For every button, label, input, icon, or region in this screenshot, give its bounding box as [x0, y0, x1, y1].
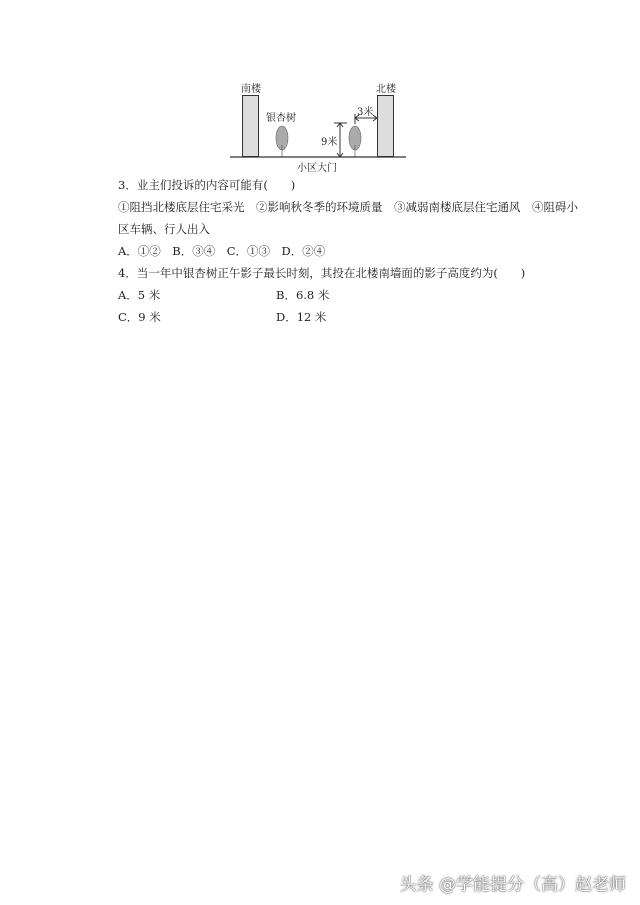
diagram-lines — [0, 0, 640, 180]
ginkgo-tree-icon — [276, 126, 288, 157]
q4-stem: 4．当一年中银杏树正午影子最长时刻，其投在北楼南墙面的影子高度约为( ) — [118, 266, 526, 280]
watermark: 头条 @学能提分（高）赵老师 — [399, 875, 626, 895]
q3-options: A．①② B．③④ C．①③ D．②④ — [118, 244, 326, 258]
q3-stem: 3．业主们投诉的内容可能有( ) — [118, 178, 296, 192]
q4-option-c: C．9 米 — [118, 310, 161, 324]
q4-option-d: D．12 米 — [276, 310, 327, 324]
north-building-label: 北楼 — [376, 84, 396, 95]
south-building-label: 南楼 — [241, 84, 261, 95]
gate-label: 小区大门 — [297, 163, 337, 174]
q3-items-line1: ①阻挡北楼底层住宅采光 ②影响秋冬季的环境质量 ③减弱南楼底层住宅通风 ④阻碍小 — [118, 200, 578, 214]
q4-option-a: A．5 米 — [118, 288, 161, 302]
ginkgo-tree-icon — [349, 126, 361, 157]
height-label: 9米 — [321, 137, 338, 148]
distance-label: 3米 — [357, 107, 374, 118]
q3-items-line2: 区车辆、行人出入 — [118, 222, 210, 236]
q4-option-b: B．6.8 米 — [276, 288, 330, 302]
tree-label: 银杏树 — [266, 113, 296, 124]
